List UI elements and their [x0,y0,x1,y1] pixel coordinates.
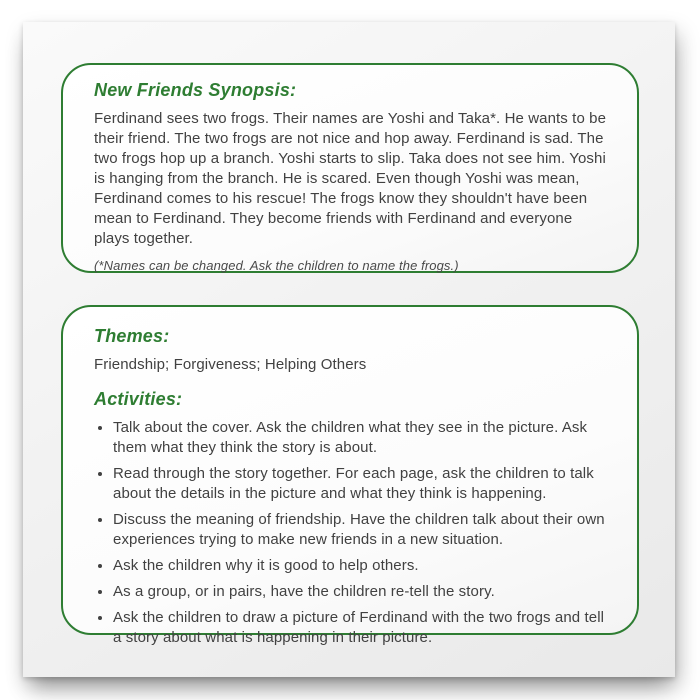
synopsis-box [61,63,639,273]
synopsis-footnote: (*Names can be changed. Ask the children to name the frogs.) [94,258,459,273]
page-card [23,22,675,677]
activities-list [94,417,611,648]
themes-text: Friendship; Forgiveness; Helping Others [94,356,367,373]
activity-item: • Ask the children why it is good to help others. [113,555,611,576]
activity-item: • Read through the story together. For each page, ask the children to talk about the details in the picture and what they think is happening. [113,463,611,504]
activity-item: • Discuss the meaning of friendship. Have the children talk about their own experiences trying to make new friends in a new situation. [113,509,611,550]
themes-activities-box [61,305,639,646]
activity-item: • Ask the children to draw a picture of Ferdinand with the two frogs and tell a story about what is happening in their picture. [113,607,611,648]
activity-item: • Talk about the cover. Ask the children what they see in the picture. Ask them what they think the story is about. [113,417,611,458]
synopsis-body-text: Ferdinand sees two frogs. Their names are Yoshi and Taka*. He wants to be their friend. The two frogs are not nice and hop away. Ferdinand is sad. The two frogs hop up a branch. Yoshi starts to slip. Taka does not see him. Yoshi is hanging from the branch. He is scared. Even though Yoshi was mean, Ferdinand comes to his rescue! The frogs know they shouldn't have been mean to Ferdinand. They become friends with Ferdinand and everyone plays together. [94,110,607,247]
synopsis-heading: New Friends Synopsis: [94,80,297,100]
themes-heading: Themes: [94,326,170,346]
activity-item: • As a group, or in pairs, have the children re-tell the story. [113,581,611,602]
activities-heading: Activities: [94,389,183,409]
